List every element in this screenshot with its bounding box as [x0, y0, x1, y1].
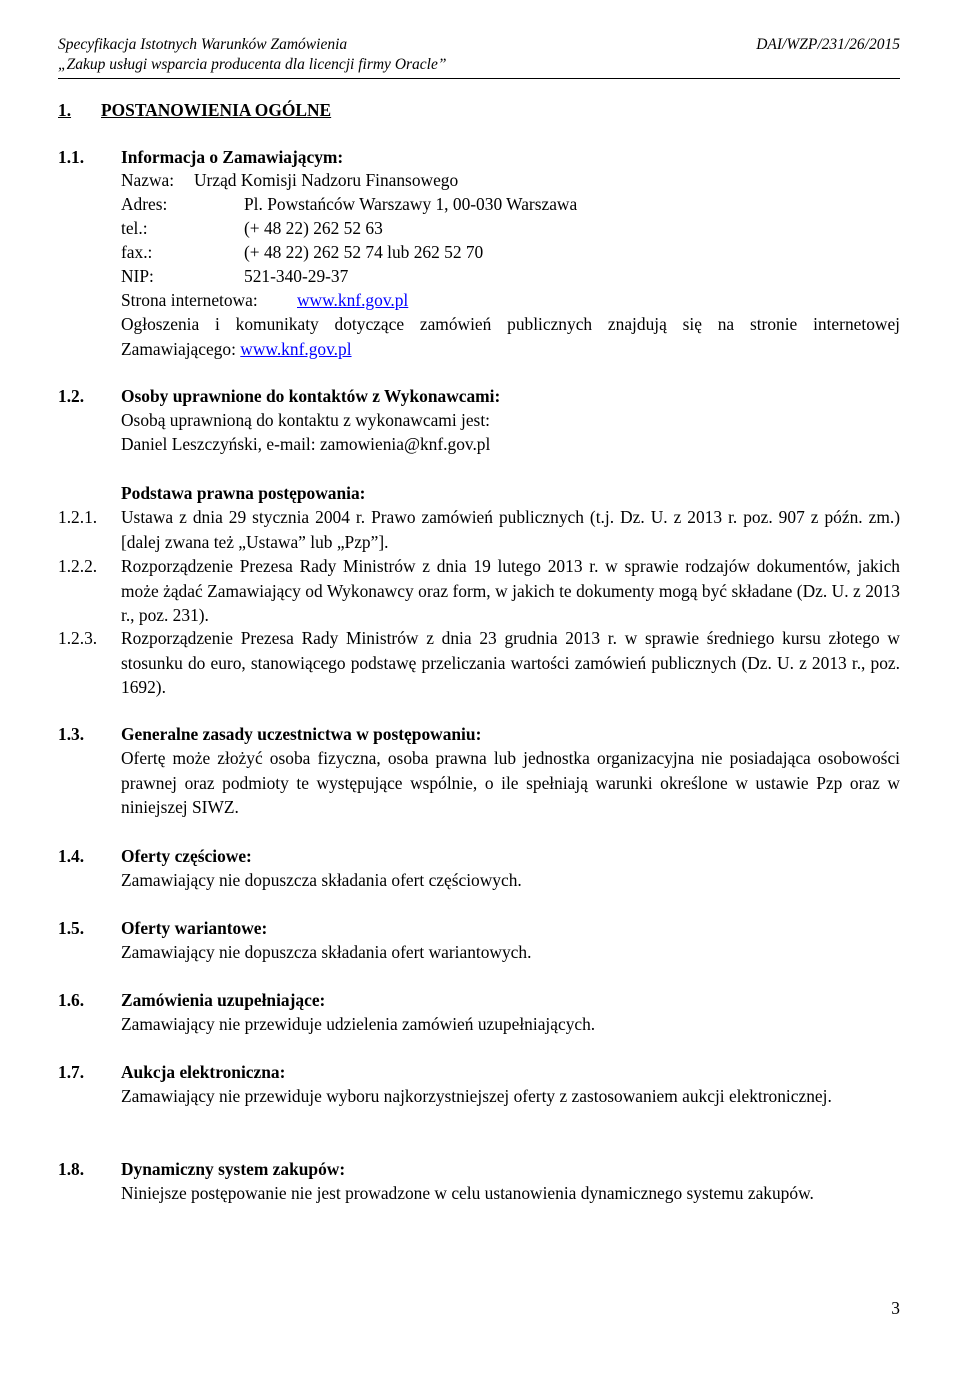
announcement-link[interactable]: www.knf.gov.pl — [240, 338, 352, 359]
tel-value: (+ 48 22) 262 52 63 — [244, 218, 383, 238]
website-link[interactable]: www.knf.gov.pl — [297, 290, 409, 310]
subsection-title: Oferty częściowe: — [121, 846, 252, 866]
legal-item-number: 1.2.2. — [58, 556, 98, 576]
subsection-text: Zamawiający nie dopuszcza składania ofert wariantowych. — [121, 942, 532, 962]
subsection-number: 1.3. — [58, 724, 85, 744]
subsection-title: Generalne zasady uczestnictwa w postępowaniu: — [121, 724, 482, 744]
subsection-number: 1.7. — [58, 1062, 85, 1082]
subsection-number: 1.6. — [58, 990, 85, 1010]
legal-item-text: Ustawa z dnia 29 stycznia 2004 r. Prawo zamówień publicznych (t.j. Dz. U. z 2013 r. poz. 907 z późn. zm.) [dalej zwana też „Ustawa” lub „Pzp”]. — [121, 507, 900, 552]
section-number: 1. — [58, 100, 72, 120]
tel-label: tel.: — [121, 218, 148, 238]
subsection-title: Zamówienia uzupełniające: — [121, 990, 326, 1010]
legal-item-number: 1.2.1. — [58, 507, 98, 527]
subsection-number: 1.1. — [58, 147, 85, 167]
legal-item-number: 1.2.3. — [58, 628, 98, 648]
subsection-title: Oferty wariantowe: — [121, 918, 268, 938]
legal-item-text: Rozporządzenie Prezesa Rady Ministrów z dnia 19 lutego 2013 r. w sprawie rodzajów dokumentów, jakich może żądać Zamawiający od Wykonawcy oraz form, w jakich te dokumenty mogą być składane (Dz. U. z 2013 r., poz. 231). — [121, 556, 900, 626]
contact-line: Osobą uprawnioną do kontaktu z wykonawcami jest: — [121, 410, 490, 430]
subsection-text: Ofertę może złożyć osoba fizyczna, osoba prawna lub jednostka organizacyjna nie posiadająca osobowości prawnej oraz podmioty te występujące wspólnie, o ile spełniają warunki określone w ustawie Pzp oraz w niniejszej SIWZ. — [121, 748, 900, 818]
announcement-paragraph — [121, 312, 900, 361]
subsection-number: 1.2. — [58, 386, 85, 406]
subsection-title: Osoby uprawnione do kontaktów z Wykonawcami: — [121, 386, 501, 406]
subsection-text: Zamawiający nie przewiduje udzielenia zamówień uzupełniających. — [121, 1014, 596, 1034]
subsection-title: Informacja o Zamawiającym: — [121, 147, 344, 167]
nip-value: 521-340-29-37 — [244, 266, 349, 286]
address-label: Adres: — [121, 194, 168, 214]
header-title: Specyfikacja Istotnych Warunków Zamówienia — [58, 36, 348, 53]
subsection-number: 1.8. — [58, 1159, 85, 1179]
nip-label: NIP: — [121, 266, 154, 286]
subsection-number: 1.4. — [58, 846, 85, 866]
address-value: Pl. Powstańców Warszawy 1, 00-030 Warszawa — [244, 194, 578, 214]
header-divider — [58, 78, 900, 79]
www-label: Strona internetowa: — [121, 290, 258, 310]
subsection-text: Niniejsze postępowanie nie jest prowadzone w celu ustanowienia dynamicznego systemu zakupów. — [121, 1183, 814, 1203]
header-subtitle: „Zakup usługi wsparcia producenta dla licencji firmy Oracle” — [58, 56, 447, 73]
announcement-text: Ogłoszenia i komunikaty dotyczące zamówień publicznych znajdują się na stronie internetowej Zamawiającego: — [121, 314, 900, 359]
fax-label: fax.: — [121, 242, 153, 262]
subsection-number: 1.5. — [58, 918, 85, 938]
page-number: 3 — [891, 1298, 900, 1318]
subsection-text: Zamawiający nie przewiduje wyboru najkorzystniejszej oferty z zastosowaniem aukcji elektronicznej. — [121, 1086, 832, 1106]
name-label: Nazwa: — [121, 170, 175, 190]
legal-item-text: Rozporządzenie Prezesa Rady Ministrów z dnia 23 grudnia 2013 r. w sprawie średniego kursu złotego w stosunku do euro, stanowiącego podstawę przeliczania wartości zamówień publicznych (Dz. U. z 2013 r., poz. 1692). — [121, 628, 900, 698]
section-title: POSTANOWIENIA OGÓLNE — [101, 100, 332, 120]
subsection-title: Dynamiczny system zakupów: — [121, 1159, 346, 1179]
subsection-text: Zamawiający nie dopuszcza składania ofert częściowych. — [121, 870, 522, 890]
header-reference: DAI/WZP/231/26/2015 — [756, 36, 900, 53]
legal-basis-title: Podstawa prawna postępowania: — [121, 483, 366, 503]
fax-value: (+ 48 22) 262 52 74 lub 262 52 70 — [244, 242, 484, 262]
subsection-title: Aukcja elektroniczna: — [121, 1062, 286, 1082]
contact-person: Daniel Leszczyński, e-mail: zamowienia@knf.gov.pl — [121, 434, 491, 454]
name-value: Urząd Komisji Nadzoru Finansowego — [194, 170, 459, 190]
